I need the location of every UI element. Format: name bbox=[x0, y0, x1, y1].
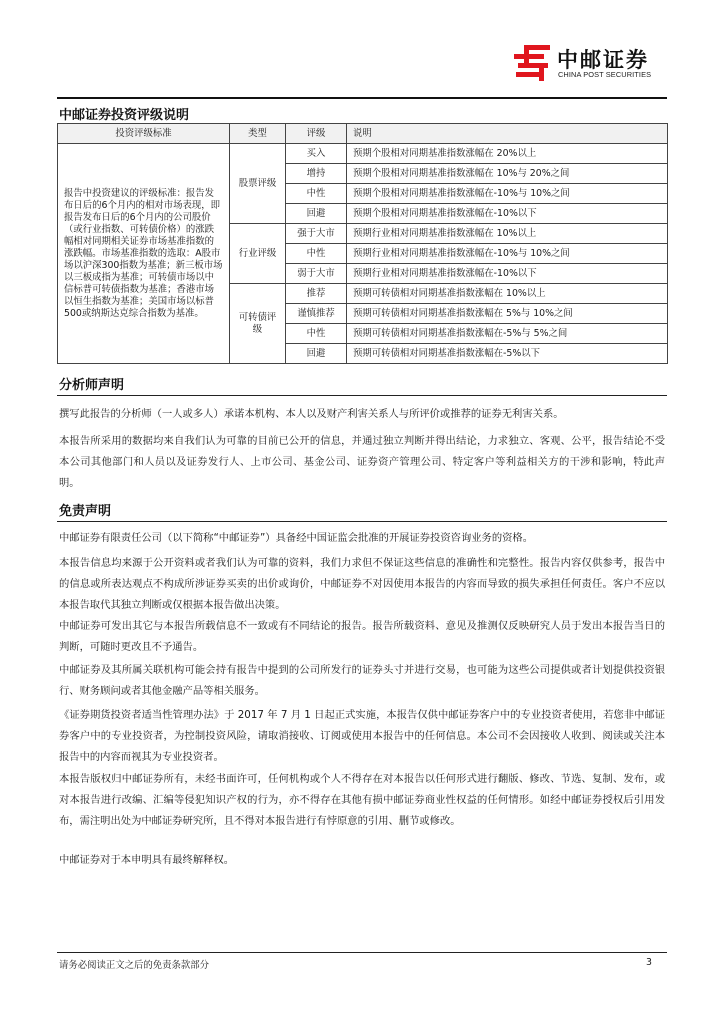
rating-desc: 预期个股相对同期基准指数涨幅在-10%与 10%之间 bbox=[347, 184, 668, 204]
footer-note: 请务必阅读正文之后的免责条款部分 bbox=[59, 960, 210, 971]
rating-label: 中性 bbox=[286, 244, 347, 264]
rating-desc: 预期行业相对同期基准指数涨幅在 10%以上 bbox=[347, 224, 668, 244]
rating-desc: 预期个股相对同期基准指数涨幅在 10%与 20%之间 bbox=[347, 164, 668, 184]
rating-label: 强于大市 bbox=[286, 224, 347, 244]
table-row bbox=[58, 144, 668, 164]
disclaimer-paragraph: 本报告信息均来源于公开资料或者我们认为可靠的资料，我们力求但不保证这些信息的准确性和完整性。报告内容仅供参考，报告中的信息或所表达观点不构成所涉证券买卖的出价或询价，中邮证券不对因使用本报告的内容而导致的损失承担任何责任。客户不应以本报告取代其独立判断或仅根据本报告做出决策。 bbox=[59, 557, 665, 611]
analyst-paragraph: 撰写此报告的分析师（一人或多人）承诺本机构、本人以及财产利害关系人与所评价或推荐的证券无利害关系。 bbox=[59, 408, 564, 420]
disclaimer-paragraph: 中邮证券对于本申明具有最终解释权。 bbox=[59, 854, 235, 866]
rating-label: 弱于大市 bbox=[286, 264, 347, 284]
rating-table bbox=[57, 123, 668, 364]
rating-desc: 预期可转债相对同期基准指数涨幅在 10%以上 bbox=[347, 284, 668, 304]
analyst-section-title: 分析师声明 bbox=[59, 378, 125, 393]
col-rating: 评级 bbox=[286, 124, 347, 144]
disclaimer-paragraph: 《证券期货投资者适当性管理办法》于 2017 年 7 月 1 日起正式实施，本报告仅供中邮证券客户中的专业投资者使用，若您非中邮证券客户中的专业投资者，为控制投资风险，请取消接收、订阅或使用本报告中的任何信息。本公司不会因接收人收到、阅读或关注本报告中的内容而视其为专业投资者。 bbox=[59, 709, 665, 763]
rating-table-header bbox=[58, 124, 668, 144]
rating-label: 中性 bbox=[286, 184, 347, 204]
col-criteria: 投资评级标准 bbox=[58, 124, 230, 144]
rating-label: 中性 bbox=[286, 324, 347, 344]
rating-desc: 预期个股相对同期基准指数涨幅在-10%以下 bbox=[347, 204, 668, 224]
footer-divider bbox=[57, 952, 667, 953]
type-convertible: 可转债评级 bbox=[230, 284, 286, 364]
disclaimer-paragraph: 中邮证券可发出其它与本报告所载信息不一致或有不同结论的报告。报告所载资料、意见及推测仅反映研究人员于发出本报告当日的判断，可随时更改且不予通告。 bbox=[59, 620, 665, 653]
brand-name-en: CHINA POST SECURITIES bbox=[558, 70, 652, 79]
disclaimer-paragraph: 中邮证券及其所属关联机构可能会持有报告中提到的公司所发行的证券头寸并进行交易，也可能为这些公司提供或者计划提供投资银行、财务顾问或者其他金融产品等相关服务。 bbox=[59, 664, 665, 697]
rating-label: 谨慎推荐 bbox=[286, 304, 347, 324]
analyst-paragraph: 本报告所采用的数据均来自我们认为可靠的目前已公开的信息，并通过独立判断并得出结论，力求独立、客观、公平，报告结论不受本公司其他部门和人员以及证券发行人、上市公司、基金公司、证券资产管理公司、特定客户等利益相关方的干涉和影响，特此声明。 bbox=[59, 435, 665, 489]
brand-name-cn: 中邮证券 bbox=[557, 48, 649, 72]
disclaimer-section-title: 免责声明 bbox=[59, 504, 112, 519]
disclaimer-paragraph: 中邮证券有限责任公司（以下简称“中邮证券”）具备经中国证监会批准的开展证券投资咨询业务的资格。 bbox=[59, 532, 534, 544]
disclaimer-paragraph: 本报告版权归中邮证券所有，未经书面许可，任何机构或个人不得存在对本报告以任何形式进行翻版、修改、节选、复制、发布，或对本报告进行改编、汇编等侵犯知识产权的行为，亦不得存在其他有损中邮证券商业性权益的任何情形。如经中邮证券授权后引用发布，需注明出处为中邮证券研究所，且不得对本报告进行有悖原意的引用、删节或修改。 bbox=[59, 773, 665, 827]
header-divider bbox=[57, 97, 667, 99]
rating-criteria-text: 报告中投资建议的评级标准：报告发布日后的6个月内的相对市场表现，即报告发布日后的6个月内的公司股价（或行业指数、可转债价格）的涨跌幅相对同期相关证券市场基准指数的涨跌幅。市场基准指数的选取：A股市场以沪深300指数为基准；新三板市场以三板成指为基准；可转债市场以中信标普可转债指数为基准；香港市场以恒生指数为基准；美国市场以标普500或纳斯达克综合指数为基准。 bbox=[58, 144, 230, 364]
rating-label: 推荐 bbox=[286, 284, 347, 304]
analyst-section-divider bbox=[57, 395, 667, 396]
col-type: 类型 bbox=[230, 124, 286, 144]
type-industry: 行业评级 bbox=[230, 224, 286, 284]
rating-desc: 预期可转债相对同期基准指数涨幅在-5%以下 bbox=[347, 344, 668, 364]
rating-label: 增持 bbox=[286, 164, 347, 184]
disclaimer-section-divider bbox=[57, 521, 667, 522]
type-stock: 股票评级 bbox=[230, 144, 286, 224]
rating-label: 买入 bbox=[286, 144, 347, 164]
rating-desc: 预期可转债相对同期基准指数涨幅在-5%与 5%之间 bbox=[347, 324, 668, 344]
rating-desc: 预期个股相对同期基准指数涨幅在 20%以上 bbox=[347, 144, 668, 164]
rating-desc: 预期行业相对同期基准指数涨幅在-10%与 10%之间 bbox=[347, 244, 668, 264]
rating-section-title: 中邮证券投资评级说明 bbox=[59, 108, 190, 123]
rating-desc: 预期可转债相对同期基准指数涨幅在 5%与 10%之间 bbox=[347, 304, 668, 324]
rating-label: 回避 bbox=[286, 204, 347, 224]
page-number: 3 bbox=[646, 957, 652, 968]
col-desc: 说明 bbox=[347, 124, 668, 144]
company-logo bbox=[514, 44, 674, 84]
china-post-logo-icon bbox=[514, 44, 554, 82]
rating-label: 回避 bbox=[286, 344, 347, 364]
rating-desc: 预期行业相对同期基准指数涨幅在-10%以下 bbox=[347, 264, 668, 284]
